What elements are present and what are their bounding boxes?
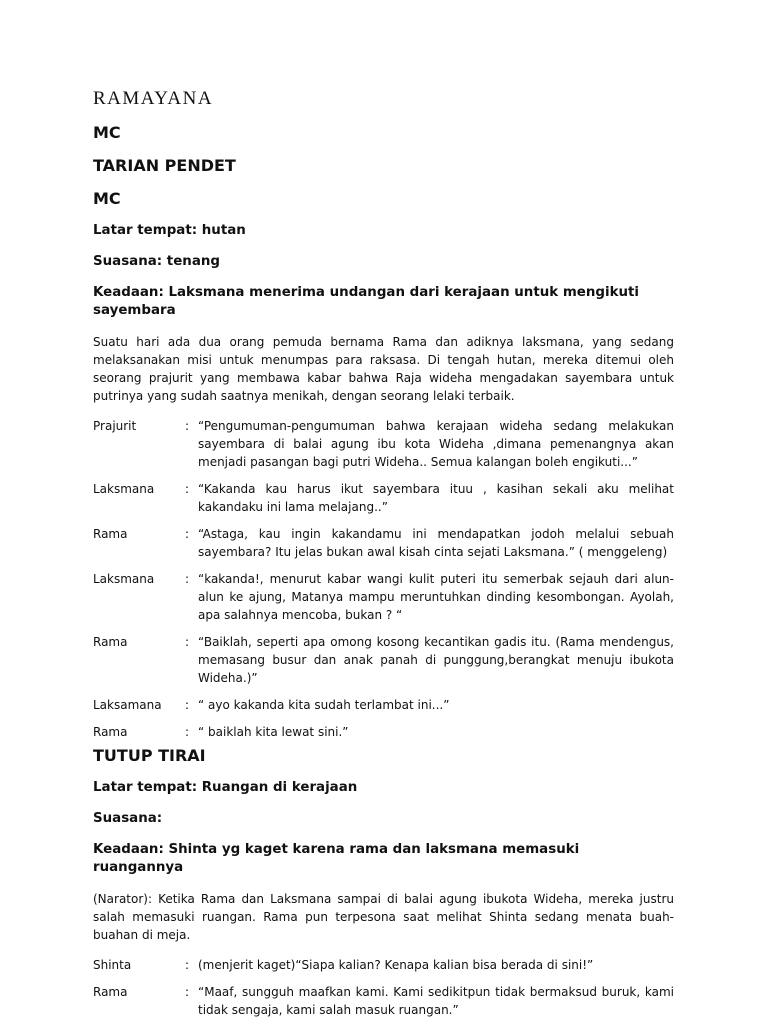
- speaker-name: Laksmana: [93, 572, 155, 586]
- speaker-name: Rama: [93, 725, 128, 739]
- speaker-name: Rama: [93, 985, 128, 999]
- scene2-mood: Suasana:: [93, 811, 163, 826]
- scene2-narration: (Narator): Ketika Rama dan Laksmana sampai di balai agung ibukota Wideha, mereka justru salah memasuki ruangan. Rama pun terpesona saat melihat Shinta sedang menata buah-buahan di meja.: [93, 892, 674, 942]
- dialogue-text: “Pengumuman-pengumuman bahwa kerajaan wideha sedang melakukan sayembara di balai agung ibu kota Wideha ,dimana pemenangnya akan menjadi pasangan bagi putri Wideha.. Semua kalangan boleh engikuti...”: [198, 419, 674, 469]
- document-title: RAMAYANA: [93, 88, 214, 109]
- document-page: [93, 86, 674, 1028]
- scene1-dialogue: [93, 417, 674, 741]
- dialogue-line: Rama : “Astaga, kau ingin kakandamu ini mendapatkan jodoh melalui sebuah sayembara? Itu jelas bukan awal kisah cinta sejati Laksmana.” ( menggeleng): [93, 527, 674, 559]
- dialogue-text: (menjerit kaget)“Siapa kalian? Kenapa kalian bisa berada di sini!”: [198, 958, 594, 972]
- scene1-situation: Keadaan: Laksmana menerima undangan dari kerajaan untuk mengikuti sayembara: [93, 285, 640, 318]
- speaker-name: Prajurit: [93, 419, 137, 433]
- dialogue-line: Prajurit : “Pengumuman-pengumuman bahwa kerajaan wideha sedang melakukan sayembara di balai agung ibu kota Wideha ,dimana pemenangnya akan menjadi pasangan bagi putri Wideha.. Semua kalangan boleh engikuti...”: [93, 419, 674, 469]
- dialogue-text: “Maaf, sungguh maafkan kami. Kami sedikitpun tidak bermaksud buruk, kami tidak sengaja, kami salah masuk ruangan.”: [198, 985, 674, 1017]
- dialogue-line: Laksmana : “Kakanda kau harus ikut sayembara ituu , kasihan sekali aku melihat kakandaku ini lama melajang..”: [93, 482, 674, 514]
- scene2-situation: Keadaan: Shinta yg kaget karena rama dan laksmana memasuki ruangannya: [93, 842, 580, 875]
- heading-mc: MC: [93, 189, 121, 208]
- dialogue-text: “Baiklah, seperti apa omong kosong kecantikan gadis itu. (Rama mendengus, memasang busur dan anak panah di punggung,berangkat menuju ibukota Wideha.)”: [198, 635, 674, 685]
- dialogue-text: “ baiklah kita lewat sini.”: [198, 725, 349, 739]
- dialogue-line: Rama : “ baiklah kita lewat sini.”: [93, 723, 674, 741]
- speaker-name: Shinta: [93, 958, 132, 972]
- speaker-name: Laksamana: [93, 698, 162, 712]
- speaker-name: Rama: [93, 527, 128, 541]
- dialogue-line: Laksamana : “ ayo kakanda kita sudah terlambat ini...”: [93, 696, 674, 714]
- speaker-name: Rama: [93, 635, 128, 649]
- dialogue-line: Shinta : (menjerit kaget)“Siapa kalian? Kenapa kalian bisa berada di sini!”: [93, 956, 674, 974]
- scene2-dialogue: [93, 956, 674, 1019]
- dialogue-line: Rama : “Baiklah, seperti apa omong kosong kecantikan gadis itu. (Rama mendengus, memasang busur dan anak panah di punggung,berangkat menuju ibukota Wideha.)”: [93, 635, 674, 685]
- scene2-setting: Latar tempat: Ruangan di kerajaan: [93, 780, 358, 795]
- dialogue-text: “Kakanda kau harus ikut sayembara ituu , kasihan sekali aku melihat kakandaku ini lama melajang..”: [198, 482, 674, 514]
- scene1-narration: Suatu hari ada dua orang pemuda bernama Rama dan adiknya laksmana, yang sedang melaksanakan misi untuk menumpas para raksasa. Di tengah hutan, mereka ditemui oleh seorang prajurit yang membawa kabar bahwa Raja wideha mengadakan sayembara untuk putrinya yang sudah saatnya menikah, dengan seorang lelaki terbaik.: [93, 335, 674, 403]
- scene1-mood: Suasana: tenang: [93, 254, 220, 269]
- heading-tutup-tirai: TUTUP TIRAI: [93, 746, 206, 765]
- dialogue-text: “ ayo kakanda kita sudah terlambat ini...”: [198, 698, 450, 712]
- heading-mc: MC: [93, 123, 121, 142]
- dialogue-line: Rama : “Maaf, sungguh maafkan kami. Kami sedikitpun tidak bermaksud buruk, kami tidak sengaja, kami salah masuk ruangan.”: [93, 985, 674, 1017]
- heading-tarian-pendet: TARIAN PENDET: [93, 156, 236, 175]
- dialogue-line: Laksmana : “kakanda!, menurut kabar wangi kulit puteri itu semerbak sejauh dari alun-alun ke ajung, Matanya mampu meruntuhkan dinding kesombongan. Ayolah, apa salahnya mencoba, bukan ? “: [93, 572, 674, 622]
- dialogue-text: “kakanda!, menurut kabar wangi kulit puteri itu semerbak sejauh dari alun-alun ke ajung, Matanya mampu meruntuhkan dinding kesombongan. Ayolah, apa salahnya mencoba, bukan ? “: [198, 572, 674, 622]
- scene1-setting: Latar tempat: hutan: [93, 223, 246, 238]
- speaker-name: Laksmana: [93, 482, 155, 496]
- dialogue-text: “Astaga, kau ingin kakandamu ini mendapatkan jodoh melalui sebuah sayembara? Itu jelas bukan awal kisah cinta sejati Laksmana.” ( menggeleng): [198, 527, 674, 559]
